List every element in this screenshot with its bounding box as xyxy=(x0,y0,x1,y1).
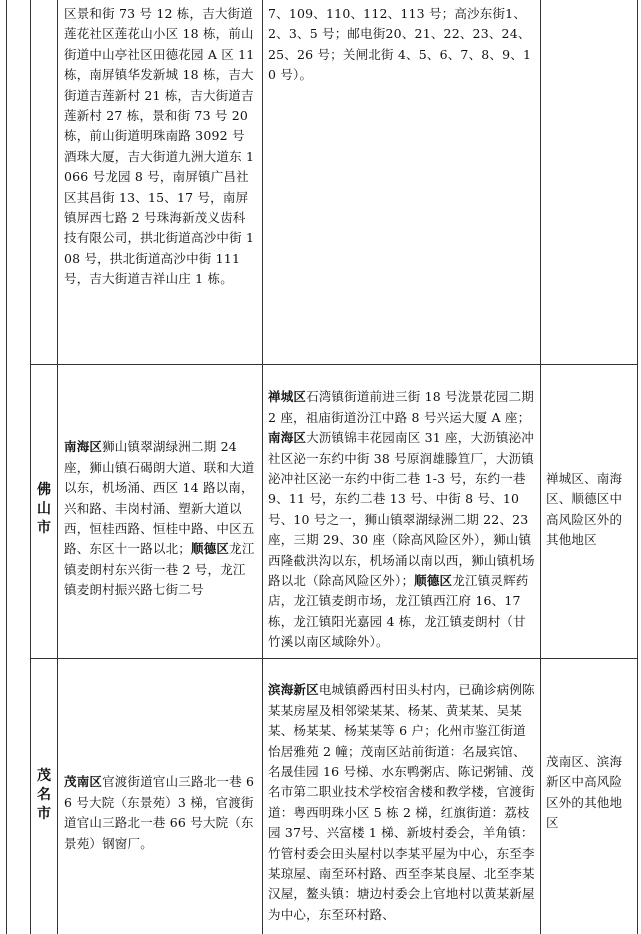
table-border-left xyxy=(6,0,7,934)
column-divider-4 xyxy=(540,0,541,934)
city-label-foshan: 佛山市 xyxy=(37,482,51,536)
column-divider-1 xyxy=(30,0,31,934)
row-divider-1 xyxy=(30,364,638,365)
column-divider-3 xyxy=(262,0,263,934)
district-label: 南海区狮山镇翠湖绿洲二期 24 座，狮山镇石碣朗大道、联和大道以东，机场涌、西区 14 路以南，兴和路、丰岗村涌、塑新大道以西，恒桂西路、恒桂中路、中区五路、东区十一路以北； xyxy=(64,439,255,557)
district-label: 禅城区石湾镇街道前进三街 18 号泷景花园二期 2 座，祖庙街道汾江中路 8 号兴运大厦 A 座； xyxy=(268,389,534,425)
row-3-other-area-cell: 茂南区、滨海新区中高风险区外的其他地区 xyxy=(546,754,623,831)
row-2-low-risk-cell xyxy=(268,367,536,653)
row-1-mid-risk-cell: 区景和街 73 号 12 栋，吉大街道莲花社区莲花山小区 18 栋，前山街道中山亭社区田德花园 A 区 11 栋，南屏镇华发新城 18 栋，吉大街道吉莲新村 21 栋，吉大街道吉莲新村 27 栋，景和街 73 号 20 栋，前山街道明珠南路 3092 号酒珠大厦，吉大街道九洲大道东 1066 号龙园 8 号，南屏镇广昌社区其昌街 13、15、17 号，南屏镇屏西七路 2 号珠海新茂义齿科技有限公司，拱北街道高沙中街 108 号，拱北街道高沙中街 111 号，吉大街道吉祥山庄 1 栋。 xyxy=(64,6,255,287)
row-3-low-risk-cell xyxy=(268,660,536,925)
row-2-other-area-cell: 禅城区、南海区、顺德区中高风险区外的其他地区 xyxy=(546,471,623,548)
district-label: 茂南区官渡街道官山三路北一巷 66 号大院（东景苑）3 梯，官渡街道官山三路北一巷 66 号大院（东景苑）钢窗厂。 xyxy=(64,774,255,851)
row-1-low-risk-cell: 7、109、110、112、113 号；高沙东街1、2、3、5 号；邮电街20、21、22、23、24、25、26 号；关闸北街 4、5、6、7、8、9、10 号）。 xyxy=(268,6,532,83)
district-label: 滨海新区电城镇爵西村田头村内，已确诊病例陈某某房屋及相邻梁某某、杨某、黄某某、吴某某、杨某某、杨某某等 6 户；化州市鉴江街道怡居雅苑 2 幢；茂南区站前街道：名晟宾馆、名晟佳园 16 号梯、水东鸭粥店、陈记粥铺、茂名市第二职业技术学校宿舍楼和教学楼，官渡街道：粤西明珠小区 5 栋 2 梯，红旗街道：荔枝园 37号、兴富楼 1 梯、新坡村委会，羊角镇：竹管村委会田头屋村以李某平屋为中心，东至李某琼屋、南至环村路、西至李某良屋、北至李某汉屋，鳌头镇：塘边村委会上官地村以黄某新屋为中心，东至环村路、 xyxy=(268,682,535,922)
column-divider-2 xyxy=(57,0,58,934)
row-3-mid-risk-cell xyxy=(64,752,258,854)
district-label: 顺德区龙江镇麦朗村东兴街一巷 2 号，龙江镇麦朗村振兴路七街二号 xyxy=(64,541,255,598)
row-2-mid-risk-cell xyxy=(64,417,258,601)
table-border-right xyxy=(637,0,638,934)
city-label-maoming: 茂名市 xyxy=(37,768,51,822)
district-label: 顺德区龙江镇灵辉药店，龙江镇麦朗市场，龙江镇西江府 16、17 栋，龙江镇阳光嘉园 4 栋，龙江镇麦朗村（甘竹溪以南区域除外）。 xyxy=(268,573,529,650)
district-label: 南海区大沥镇锦丰花园南区 31 座，大沥镇泌冲社区泌一东约中街 38 号原润雄滕笪厂，大沥镇泌冲社区泌一东约中街二巷 1-3 号，东约一巷 9、11 号，东约二巷 13 号、中街 8 号、10 号、10 号之一，狮山镇翠湖绿洲二期 22、23 座，三期 29、30 座（除高风险区外），狮山镇西隆截洪沟以东，机场涌以南以西，狮山镇机场路以北（除高风险区外）； xyxy=(268,430,535,589)
row-divider-2 xyxy=(30,658,638,659)
